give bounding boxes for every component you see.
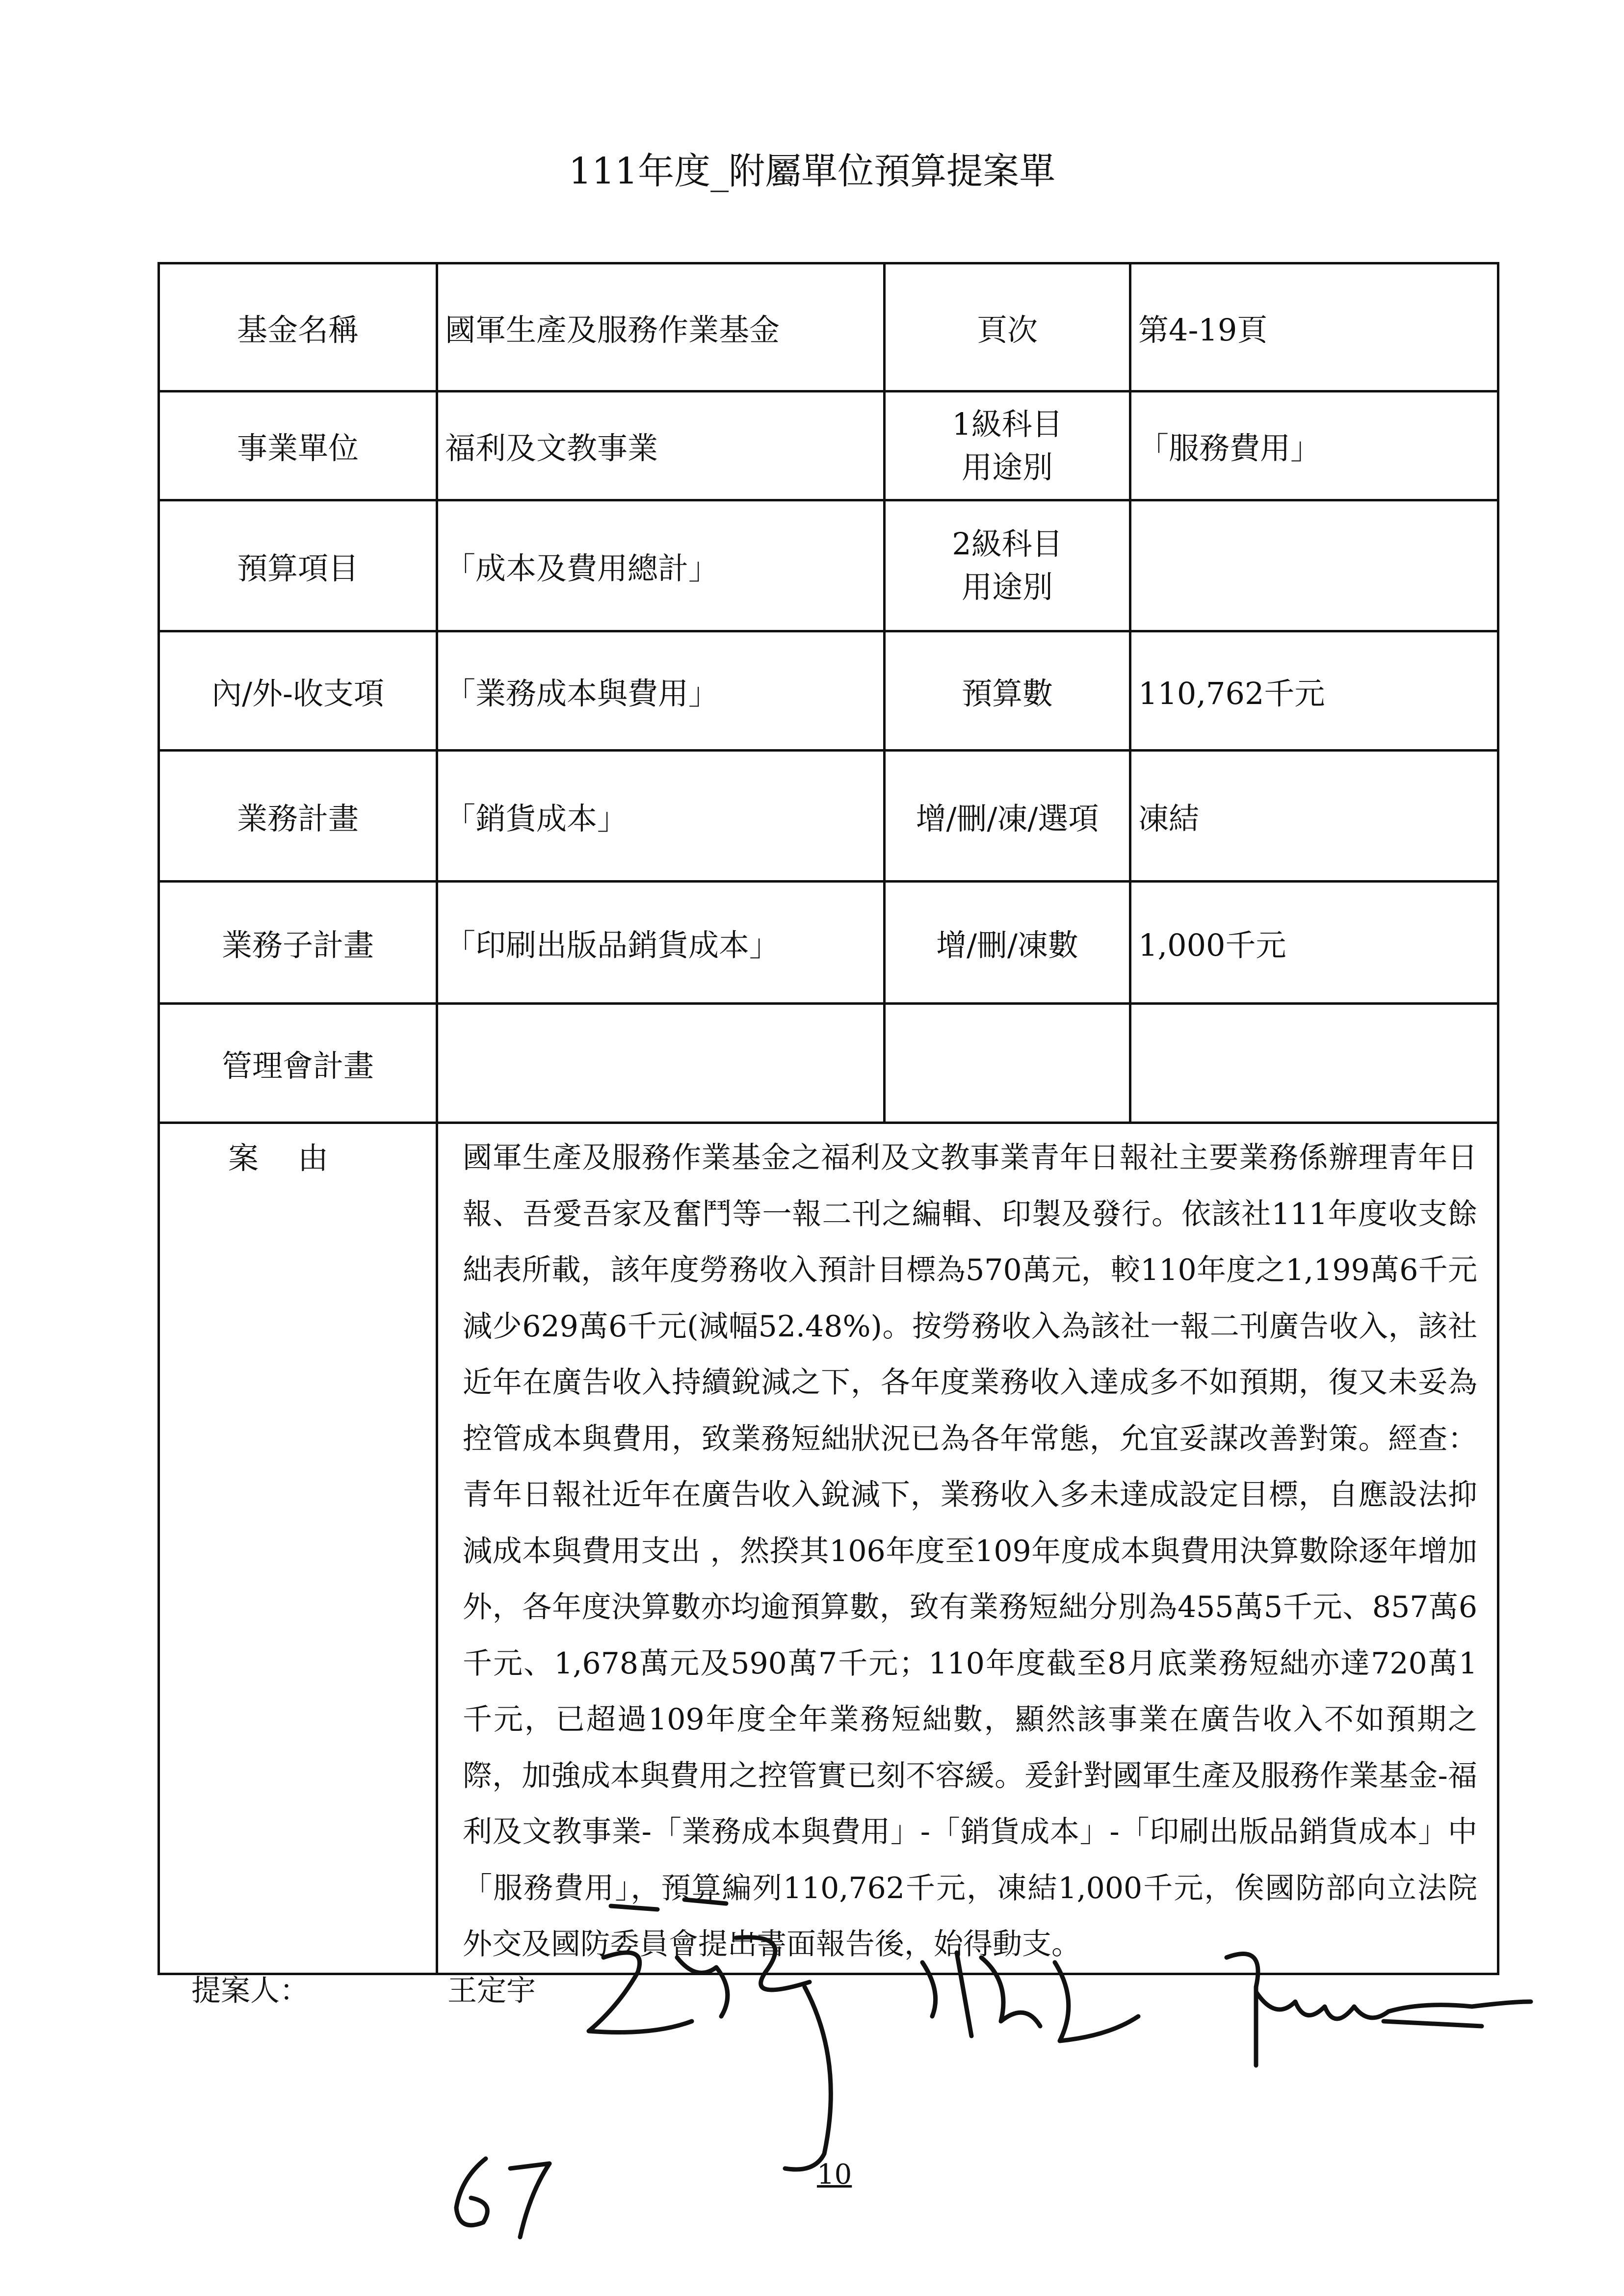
- business-plan-value: 「銷貨成本」: [437, 751, 885, 882]
- page-number: 10: [817, 2159, 852, 2191]
- business-unit-label: 事業單位: [159, 391, 437, 500]
- fund-name-label: 基金名稱: [159, 263, 437, 391]
- label-line: 2級科目: [952, 526, 1063, 562]
- budget-item-value: 「成本及費用總計」: [437, 500, 885, 631]
- signature-stroke: [611, 1900, 726, 1909]
- page-value: 第4-19頁: [1130, 263, 1498, 391]
- business-unit-value: 福利及文教事業: [437, 391, 885, 500]
- business-plan-label: 業務計畫: [159, 751, 437, 882]
- level1-subject-value: 「服務費用」: [1130, 391, 1498, 500]
- signature-67: [456, 2159, 550, 2237]
- action-option-label: 增/刪/凍/選項: [885, 751, 1130, 882]
- fund-name-value: 國軍生產及服務作業基金: [437, 263, 885, 391]
- reason-label: 案由: [159, 1123, 437, 1974]
- revenue-expense-value: 「業務成本與費用」: [437, 631, 885, 751]
- budget-amount-value: 110,762千元: [1130, 631, 1498, 751]
- reason-text: 國軍生產及服務作業基金之福利及文教事業青年日報社主要業務係辦理青年日報、吾愛吾家及奮鬥等一報二刊之編輯、印製及發行。依該社111年度收支餘絀表所載，該年度勞務收入預計目標為570萬元，較110年度之1,199萬6千元減少629萬6千元(減幅52.48%)。按勞務收入為該社一報二刊廣告收入，該社近年在廣告收入持續銳減之下，各年度業務收入達成多不如預期，復又未妥為控管成本與費用，致業務短絀狀況已為各年常態，允宜妥謀改善對策。經查：青年日報社近年在廣告收入銳減下，業務收入多未達成設定目標，自應設法抑減成本與費用支出 ，然揆其106年度至109年度成本與費用決算數除逐年增加外，各年度決算數亦均逾預算數，致有業務短絀分別為455萬5千元、857萬6千元、1,678萬元及590萬7千元；110年度截至8月底業務短絀亦達720萬1千元，已超過109年度全年業務短絀數，顯然該事業在廣告收入不如預期之際，加強成本與費用之控管實已刻不容緩。爰針對國軍生產及服務作業基金-福利及文教事業-「業務成本與費用」-「銷貨成本」-「印刷出版品銷貨成本」中「服務費用」，預算編列110,762千元，凍結1,000千元，俟國防部向立法院外交及國防委員會提出書面報告後，始得動支。: [437, 1123, 1498, 1974]
- action-amount-label: 增/刪/凍數: [885, 882, 1130, 1004]
- budget-amount-label: 預算數: [885, 631, 1130, 751]
- action-option-value: 凍結: [1130, 751, 1498, 882]
- sub-plan-value: 「印刷出版品銷貨成本」: [437, 882, 885, 1004]
- page-title: 111年度_附屬單位預算提案單: [568, 150, 1056, 192]
- signature-3: [1227, 1954, 1531, 2066]
- proposer-label: 提案人：: [191, 1974, 309, 2008]
- revenue-expense-label: 內/外-收支項: [159, 631, 437, 751]
- signature-2: [922, 1953, 1138, 2041]
- label-line: 用途別: [961, 569, 1053, 605]
- budget-item-label: 預算項目: [159, 500, 437, 631]
- label-line: 用途別: [961, 449, 1053, 485]
- page-label: 頁次: [885, 263, 1130, 391]
- management-plan-label: 管理會計畫: [159, 1004, 437, 1123]
- action-amount-value: 1,000千元: [1130, 882, 1498, 1004]
- signature-1: [589, 1937, 831, 2169]
- label-line: 1級科目: [952, 406, 1063, 442]
- sub-plan-label: 業務子計畫: [159, 882, 437, 1004]
- proposer-name: 王定宇: [447, 1974, 536, 2008]
